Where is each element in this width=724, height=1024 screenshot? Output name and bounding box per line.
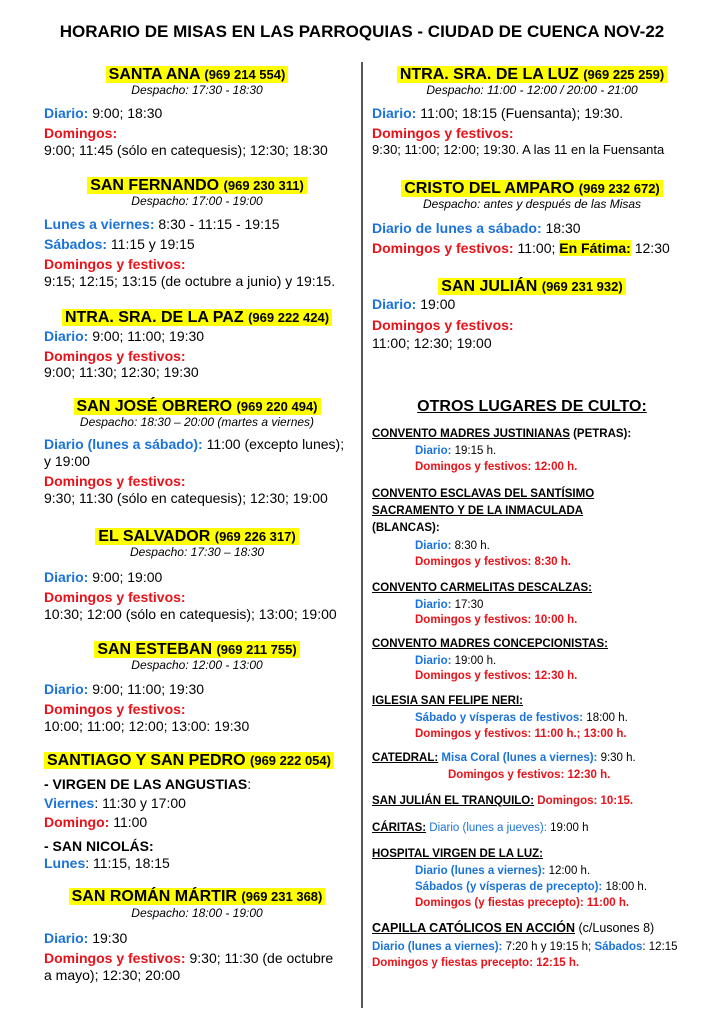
schedule-line: Sábado y vísperas de festivos: 18:00 h. xyxy=(415,712,628,724)
schedule-line: Diario: 9:00; 18:30 xyxy=(44,105,163,121)
parish-heading: SAN JOSÉ OBRERO (969 220 494) xyxy=(44,396,350,417)
parish-heading: SAN ROMÁN MÁRTIR (969 231 368) xyxy=(44,886,350,907)
page-title: HORARIO DE MISAS EN LAS PARROQUIAS - CIUDAD DE CUENCA NOV-22 xyxy=(59,22,665,41)
column-divider xyxy=(361,62,363,1008)
schedule-line: 11:00; 12:30; 19:00 xyxy=(372,335,492,351)
place-title: CAPILLA CATÓLICOS EN ACCIÓN (c/Lusones 8) xyxy=(372,921,655,935)
schedule-line: Diario: 9:00; 19:00 xyxy=(44,569,163,585)
parish-heading: SAN JULIÁN (969 231 932) xyxy=(372,276,692,297)
schedule-line: Domingos y festivos: 11:00 h.; 13:00 h. xyxy=(415,728,627,740)
parish-heading: CRISTO DEL AMPARO (969 232 672) xyxy=(372,178,692,199)
schedule-line: Diario: 11:00; 18:15 (Fuensanta); 19:30. xyxy=(372,105,624,121)
parish-heading: SANTIAGO Y SAN PEDRO (969 222 054) xyxy=(44,750,350,771)
despacho: Despacho: antes y después de las Misas xyxy=(422,197,642,211)
schedule-line: Diario: 19:15 h. xyxy=(415,445,497,457)
despacho: Despacho: 17:30 - 18:30 xyxy=(131,83,263,97)
schedule-line: Diario: 9:00; 11:00; 19:30 xyxy=(44,681,205,697)
parish-heading: SANTA ANA (969 214 554) xyxy=(44,64,350,85)
schedule-line: Domingos (y fiestas precepto): 11:00 h. xyxy=(415,897,630,909)
schedule-line: 9:00; 11:45 (sólo en catequesis); 12:30; 18:30 xyxy=(44,142,328,158)
place-title: CONVENTO MADRES CONCEPCIONISTAS: xyxy=(372,638,608,650)
place-title: IGLESIA SAN FELIPE NERI: xyxy=(372,695,524,707)
schedule-line: y 19:00 xyxy=(44,453,90,469)
schedule-label: Domingos y festivos: xyxy=(44,701,186,717)
schedule-line: 9:30; 11:00; 12:00; 19:30. A las 11 en la Fuensanta xyxy=(372,142,665,157)
despacho: Despacho: 18:30 – 20:00 (martes a viernes) xyxy=(79,415,315,429)
schedule-line: 10:00; 11:00; 12:00; 13:00: 19:30 xyxy=(44,718,250,734)
schedule-line: 9:15; 12:15; 13:15 (de octubre a junio) y 19:15. xyxy=(44,273,336,289)
place-title: CONVENTO CARMELITAS DESCALZAS: xyxy=(372,582,592,594)
schedule-line: 9:30; 11:30 (sólo en catequesis); 12:30; 19:00 xyxy=(44,490,328,506)
schedule-line: a mayo); 12:30; 20:00 xyxy=(44,967,181,983)
despacho: Despacho: 11:00 - 12:00 / 20:00 - 21:00 xyxy=(426,83,638,97)
schedule-line: Diario: 19:30 xyxy=(44,930,128,946)
schedule-line: 9:00; 11:30; 12:30; 19:30 xyxy=(44,364,199,380)
schedule-line: CÁRITAS: Diario (lunes a jueves): 19:00 h xyxy=(372,822,589,834)
schedule-line: Diario: 19:00 h. xyxy=(415,655,497,667)
schedule-line: Domingos y festivos: 8:30 h. xyxy=(415,556,571,568)
parish-heading: SAN FERNANDO (969 230 311) xyxy=(44,175,350,196)
schedule-line: Diario: 19:00 xyxy=(372,296,456,312)
schedule-line: Viernes: 11:30 y 17:00 xyxy=(44,795,186,811)
schedule-line: Diario: 9:00; 11:00; 19:30 xyxy=(44,328,205,344)
place-title: (BLANCAS): xyxy=(372,522,440,534)
schedule-line: 10:30; 12:00 (sólo en catequesis); 13:00; 19:00 xyxy=(44,606,337,622)
schedule-line: Domingos y festivos: 11:00; En Fátima: 12:30 xyxy=(372,240,670,256)
schedule-label: Domingos y festivos: xyxy=(44,256,186,272)
schedule-label: Domingos y festivos: xyxy=(372,125,514,141)
chapel-heading: - SAN NICOLÁS: xyxy=(44,838,154,854)
schedule-label: Domingos: xyxy=(44,125,118,141)
schedule-label: Domingos y festivos: xyxy=(44,473,186,489)
despacho: Despacho: 17:00 - 19:00 xyxy=(131,194,263,208)
schedule-line: Sábados: 11:15 y 19:15 xyxy=(44,236,195,252)
schedule-line: Domingos y festivos: 12:30 h. xyxy=(415,670,578,682)
parish-heading: NTRA. SRA. DE LA PAZ (969 222 424) xyxy=(44,307,350,328)
schedule-line: Lunes: 11:15, 18:15 xyxy=(44,855,170,871)
schedule-line: Diario (lunes a viernes): 12:00 h. xyxy=(415,865,591,877)
despacho: Despacho: 12:00 - 13:00 xyxy=(131,658,263,672)
place-title: CONVENTO ESCLAVAS DEL SANTÍSIMO xyxy=(372,488,595,500)
despacho: Despacho: 17:30 – 18:30 xyxy=(129,545,265,559)
schedule-line: Domingos y fiestas precepto: 12:15 h. xyxy=(372,957,580,969)
schedule-line: Diario de lunes a sábado: 18:30 xyxy=(372,220,581,236)
schedule-line: Domingos y festivos: 10:00 h. xyxy=(415,614,578,626)
parish-heading: NTRA. SRA. DE LA LUZ (969 225 259) xyxy=(372,64,692,85)
schedule-line: Domingo: 11:00 xyxy=(44,814,148,830)
schedule-line: Sábados (y vísperas de precepto): 18:00 h. xyxy=(415,881,648,893)
schedule-line: Diario: 17:30 xyxy=(415,599,484,611)
schedule-label: Domingos y festivos: xyxy=(44,348,186,364)
schedule-line: CATEDRAL: Misa Coral (lunes a viernes): 9:30 h. xyxy=(372,752,636,764)
schedule-line: Diario (lunes a viernes): 7:20 h y 19:15 h; Sábados: 12:15 xyxy=(372,941,678,953)
place-title: SACRAMENTO Y DE LA INMACULADA xyxy=(372,505,584,517)
schedule-line: Domingos y festivos: 9:30; 11:30 (de octubre xyxy=(44,950,334,966)
parish-heading: SAN ESTEBAN (969 211 755) xyxy=(44,639,350,660)
place-title: CONVENTO MADRES JUSTINIANAS (PETRAS): xyxy=(372,428,632,440)
section-title: OTROS LUGARES DE CULTO: xyxy=(417,398,647,415)
chapel-heading: - VIRGEN DE LAS ANGUSTIAS: xyxy=(44,776,252,792)
schedule-line: SAN JULIÁN EL TRANQUILO: Domingos: 10:15. xyxy=(372,795,634,807)
place-title: HOSPITAL VIRGEN DE LA LUZ: xyxy=(372,848,544,860)
schedule-line: Diario: 8:30 h. xyxy=(415,540,490,552)
schedule-line: Domingos y festivos: 12:30 h. xyxy=(448,769,611,781)
schedule-line: Domingos y festivos: 12:00 h. xyxy=(415,461,578,473)
schedule-line: Lunes a viernes: 8:30 - 11:15 - 19:15 xyxy=(44,216,280,232)
despacho: Despacho: 18:00 - 19:00 xyxy=(131,906,263,920)
schedule-label: Domingos y festivos: xyxy=(372,317,514,333)
schedule-label: Domingos y festivos: xyxy=(44,589,186,605)
parish-heading: EL SALVADOR (969 226 317) xyxy=(44,526,350,547)
schedule-line: Diario (lunes a sábado): 11:00 (excepto lunes); xyxy=(44,436,345,452)
